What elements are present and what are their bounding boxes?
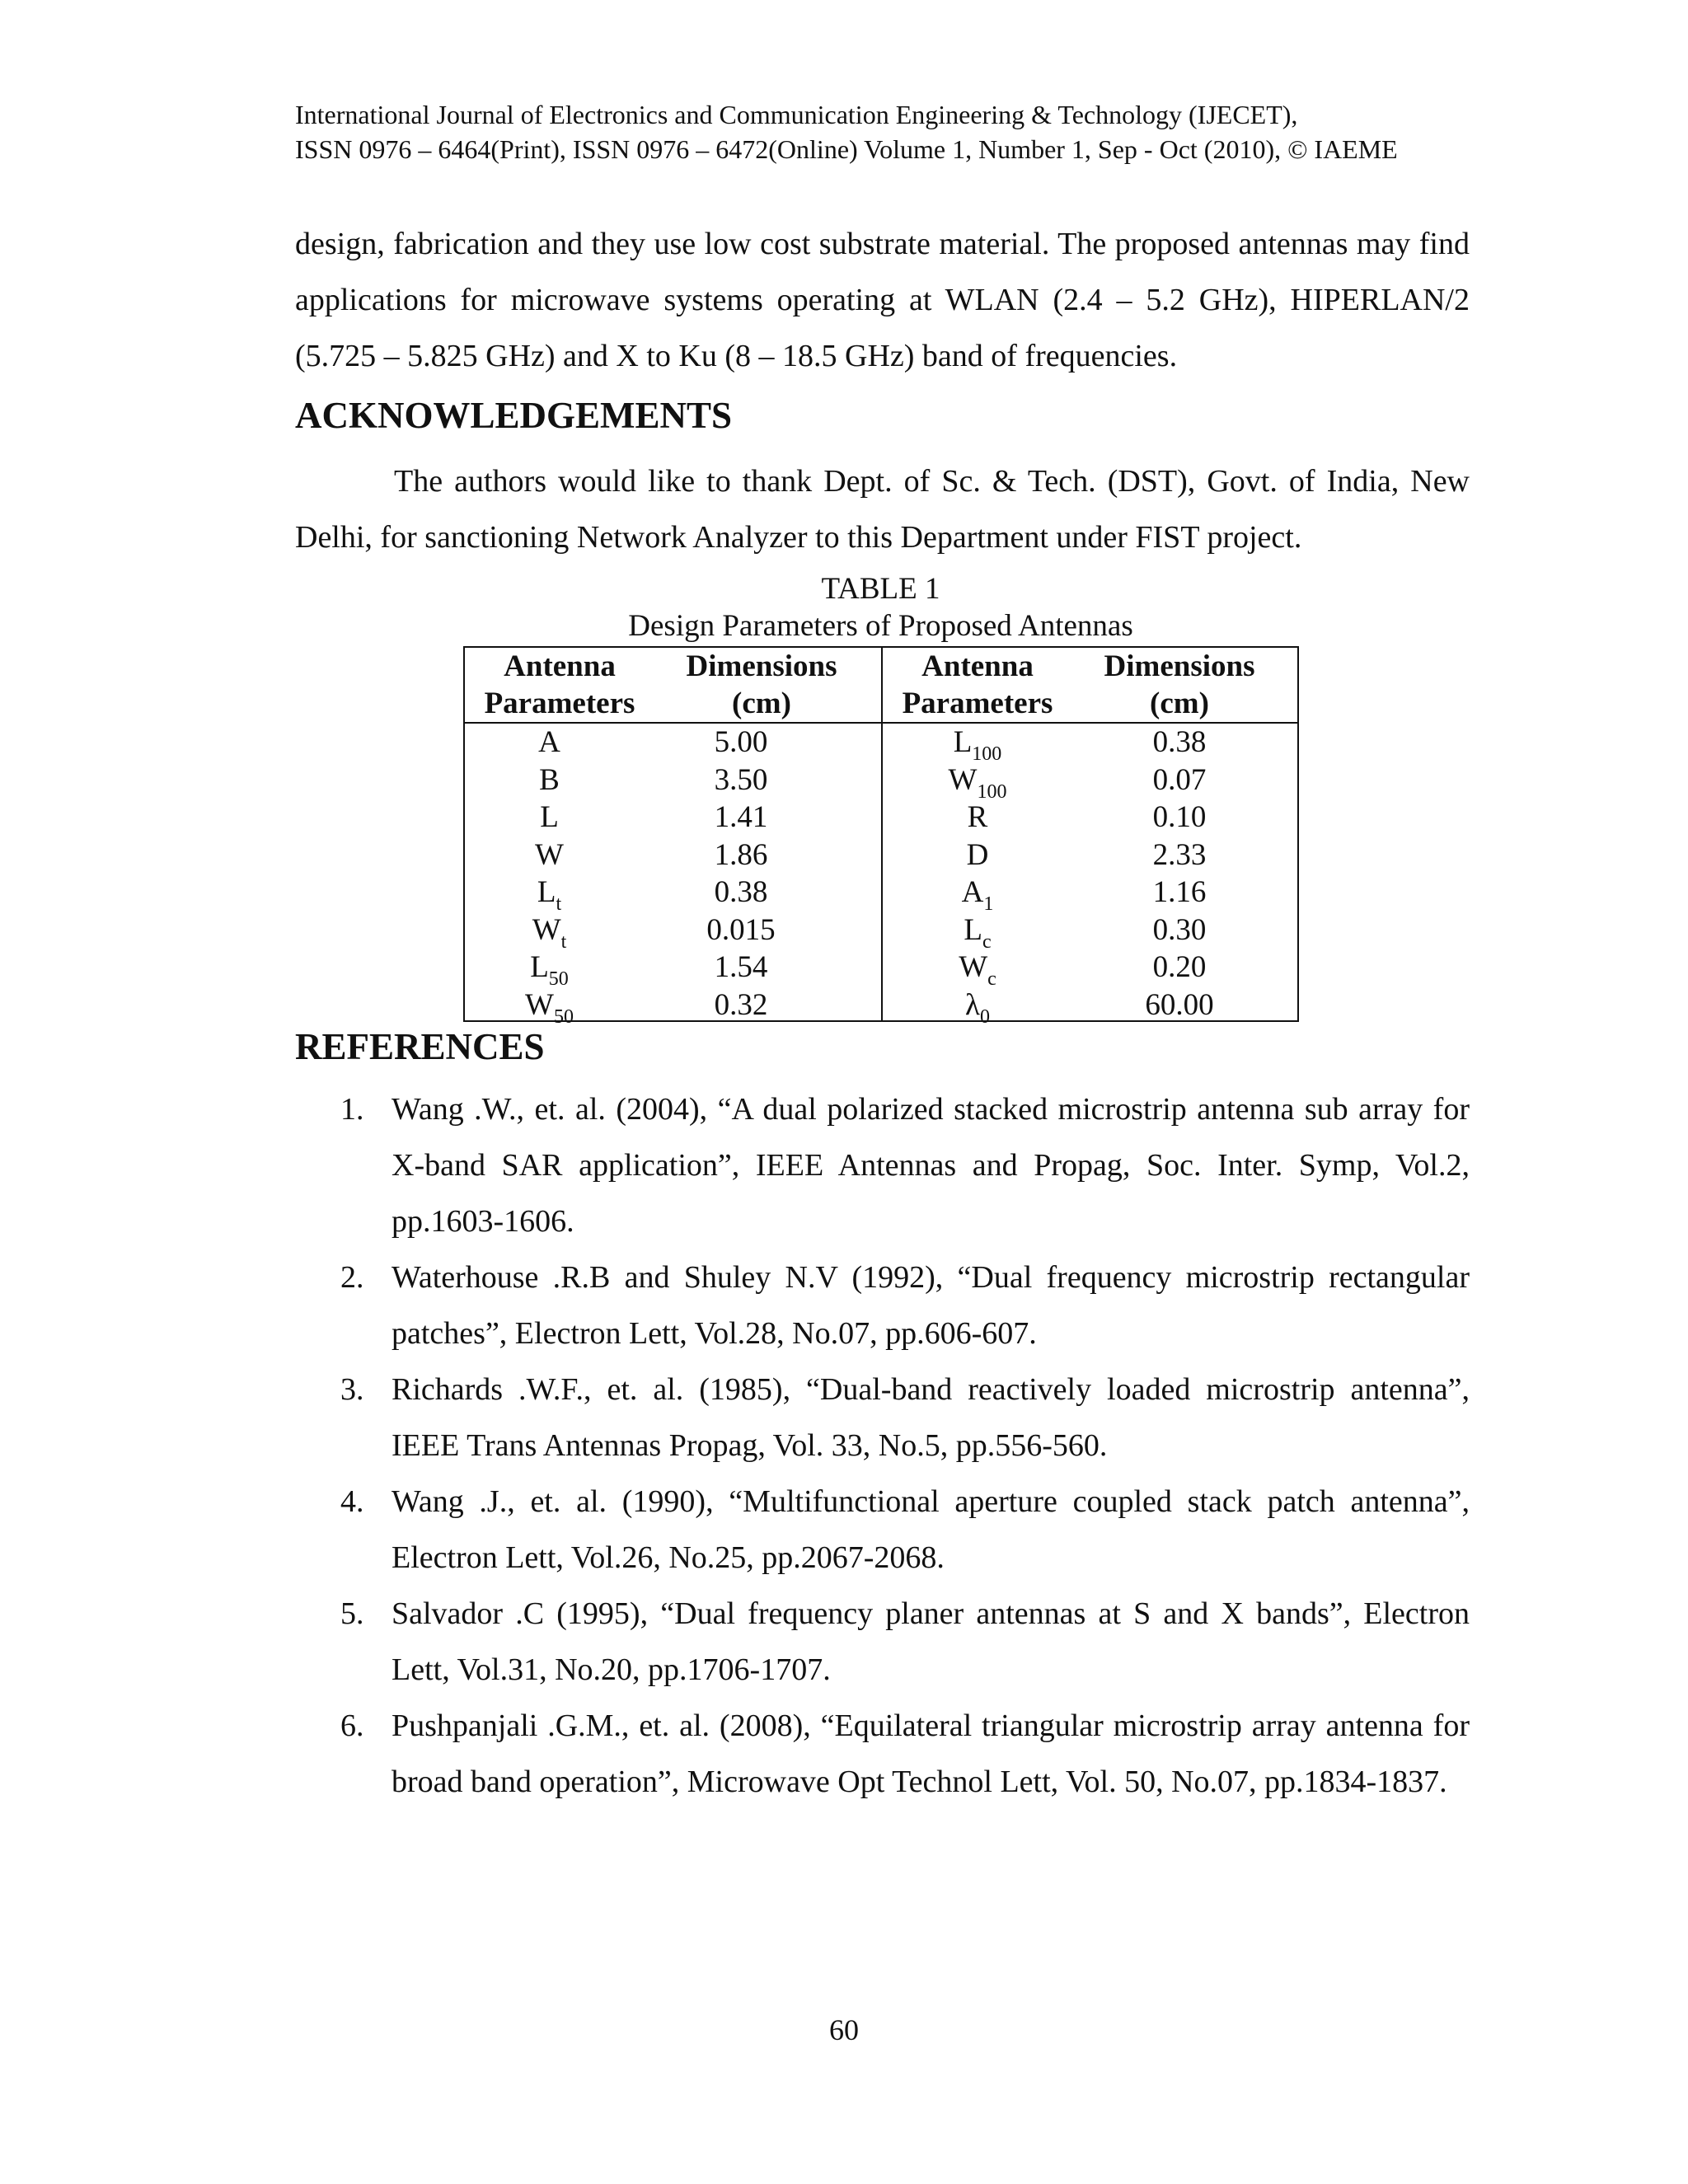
param-name: $L_{100}$ xyxy=(953,725,1002,765)
param-name: $W_{50}$ xyxy=(525,987,574,1028)
table-row xyxy=(883,874,1299,915)
param-name: R xyxy=(967,800,988,834)
param-value: 1.16 xyxy=(1152,875,1207,909)
table-row xyxy=(465,949,881,990)
reference-text: Wang .W., et. al. (2004), “A dual polarized stacked microstrip antenna sub array for X-band SAR application”, IEEE Antennas and Propag, Soc. Inter. Symp, Vol.2, pp.1603-1606. xyxy=(392,1092,1470,1239)
param-name: L xyxy=(540,800,559,834)
param-name: $W_c$ xyxy=(959,950,996,990)
reference-text: Pushpanjali .G.M., et. al. (2008), “Equilateral triangular microstrip array antenna for broad band operation”, Microwave Opt Technol Lett, Vol. 50, No.07, pp.1834-1837. xyxy=(392,1708,1470,1799)
param-name: $L_{50}$ xyxy=(530,950,569,990)
header-unit: (cm) xyxy=(732,687,791,720)
param-value: 0.30 xyxy=(1152,912,1207,947)
table-row xyxy=(883,912,1299,953)
reference-number: 1. xyxy=(340,1092,364,1127)
table-row xyxy=(465,987,881,1028)
reference-item xyxy=(295,1361,1470,1474)
running-header xyxy=(295,97,1398,166)
reference-text: Wang .J., et. al. (1990), “Multifunctional aperture coupled stack patch antenna”, Electron Lett, Vol.26, No.25, pp.2067-2068. xyxy=(392,1484,1470,1575)
acknowledgements-text: The authors would like to thank Dept. of Sc. & Tech. (DST), Govt. of India, New Delhi, for sanctioning Network Analyzer to this Department under FIST project. xyxy=(295,464,1470,555)
header-dimensions: Dimensions xyxy=(686,649,837,683)
table-rows-right xyxy=(883,724,1299,1028)
param-name: W xyxy=(535,837,564,872)
param-name: $L_t$ xyxy=(537,875,562,915)
header-antenna: Antenna xyxy=(504,649,616,683)
reference-item xyxy=(295,1474,1470,1586)
param-value: 0.32 xyxy=(714,987,768,1022)
table-row xyxy=(465,874,881,915)
param-value: 0.10 xyxy=(1152,800,1207,834)
param-name: $\lambda_0$ xyxy=(965,987,990,1028)
param-value: 0.07 xyxy=(1152,762,1207,797)
param-value: 2.33 xyxy=(1152,837,1207,872)
table-row xyxy=(465,799,881,837)
param-value: 0.38 xyxy=(714,875,768,909)
param-value: 60.00 xyxy=(1145,987,1214,1022)
table-row xyxy=(465,762,881,799)
param-value: 5.00 xyxy=(714,725,768,759)
table-row xyxy=(883,724,1299,765)
table-row xyxy=(883,949,1299,990)
table-number: TABLE 1 xyxy=(821,572,940,606)
reference-number: 3. xyxy=(340,1372,364,1407)
table-row xyxy=(465,837,881,874)
table-rows-left xyxy=(465,724,881,1028)
reference-item xyxy=(295,1698,1470,1810)
table-row xyxy=(883,987,1299,1028)
reference-text: Salvador .C (1995), “Dual frequency planer antennas at S and X bands”, Electron Lett, Vol.31, No.20, pp.1706-1707. xyxy=(392,1596,1470,1687)
param-name: $W_t$ xyxy=(532,912,567,953)
param-value: 1.41 xyxy=(714,800,768,834)
param-name: $L_c$ xyxy=(964,912,992,953)
param-name: D xyxy=(966,837,989,872)
reference-item xyxy=(295,1081,1470,1249)
table-header-left xyxy=(465,648,881,722)
table-header-right xyxy=(883,648,1299,722)
acknowledgements-heading: ACKNOWLEDGEMENTS xyxy=(295,395,733,436)
param-value: 0.20 xyxy=(1152,950,1207,984)
intro-paragraph: design, fabrication and they use low cost substrate material. The proposed antennas may find applications for microwave systems operating at WLAN (2.4 – 5.2 GHz), HIPERLAN/2 (5.725 – 5.825 GHz) and X to Ku (8 – 18.5 GHz) band of frequencies. xyxy=(295,227,1470,373)
header-journal-line: International Journal of Electronics and Communication Engineering & Technology (IJECET), xyxy=(295,100,1298,129)
reference-number: 4. xyxy=(340,1484,364,1519)
reference-number: 6. xyxy=(340,1708,364,1743)
header-antenna: Antenna xyxy=(921,649,1034,683)
references-heading: REFERENCES xyxy=(295,1026,545,1067)
header-parameters: Parameters xyxy=(484,687,635,720)
header-parameters: Parameters xyxy=(902,687,1053,720)
page-number: 60 xyxy=(829,2013,859,2046)
reference-item xyxy=(295,1249,1470,1361)
param-value: 3.50 xyxy=(714,762,768,797)
reference-number: 2. xyxy=(340,1260,364,1295)
header-unit: (cm) xyxy=(1150,687,1209,720)
param-name: $W_{100}$ xyxy=(948,762,1007,803)
param-value: 1.54 xyxy=(714,950,768,984)
reference-number: 5. xyxy=(340,1596,364,1631)
table-row xyxy=(465,724,881,762)
reference-item xyxy=(295,1586,1470,1698)
param-value: 0.015 xyxy=(706,912,776,947)
param-name: $A_1$ xyxy=(961,875,994,915)
param-name: A xyxy=(538,725,560,759)
param-name: B xyxy=(539,762,560,797)
reference-list xyxy=(295,1081,1470,1810)
design-parameters-table xyxy=(463,646,1299,1028)
table-row xyxy=(883,837,1299,874)
reference-text: Waterhouse .R.B and Shuley N.V (1992), “Dual frequency microstrip rectangular patches”, Electron Lett, Vol.28, No.07, pp.606-607. xyxy=(392,1260,1470,1351)
param-value: 1.86 xyxy=(714,837,768,872)
reference-text: Richards .W.F., et. al. (1985), “Dual-band reactively loaded microstrip antenna”, IEEE Trans Antennas Propag, Vol. 33, No.5, pp.556-560. xyxy=(392,1372,1470,1463)
header-dimensions: Dimensions xyxy=(1104,649,1255,683)
header-issn-line: ISSN 0976 – 6464(Print), ISSN 0976 – 6472(Online) Volume 1, Number 1, Sep - Oct (2010), © IAEME xyxy=(295,134,1398,164)
table-row xyxy=(883,762,1299,803)
param-value: 0.38 xyxy=(1152,725,1207,759)
table-title: Design Parameters of Proposed Antennas xyxy=(628,609,1133,643)
table-row xyxy=(465,912,881,953)
table-row xyxy=(883,799,1299,837)
